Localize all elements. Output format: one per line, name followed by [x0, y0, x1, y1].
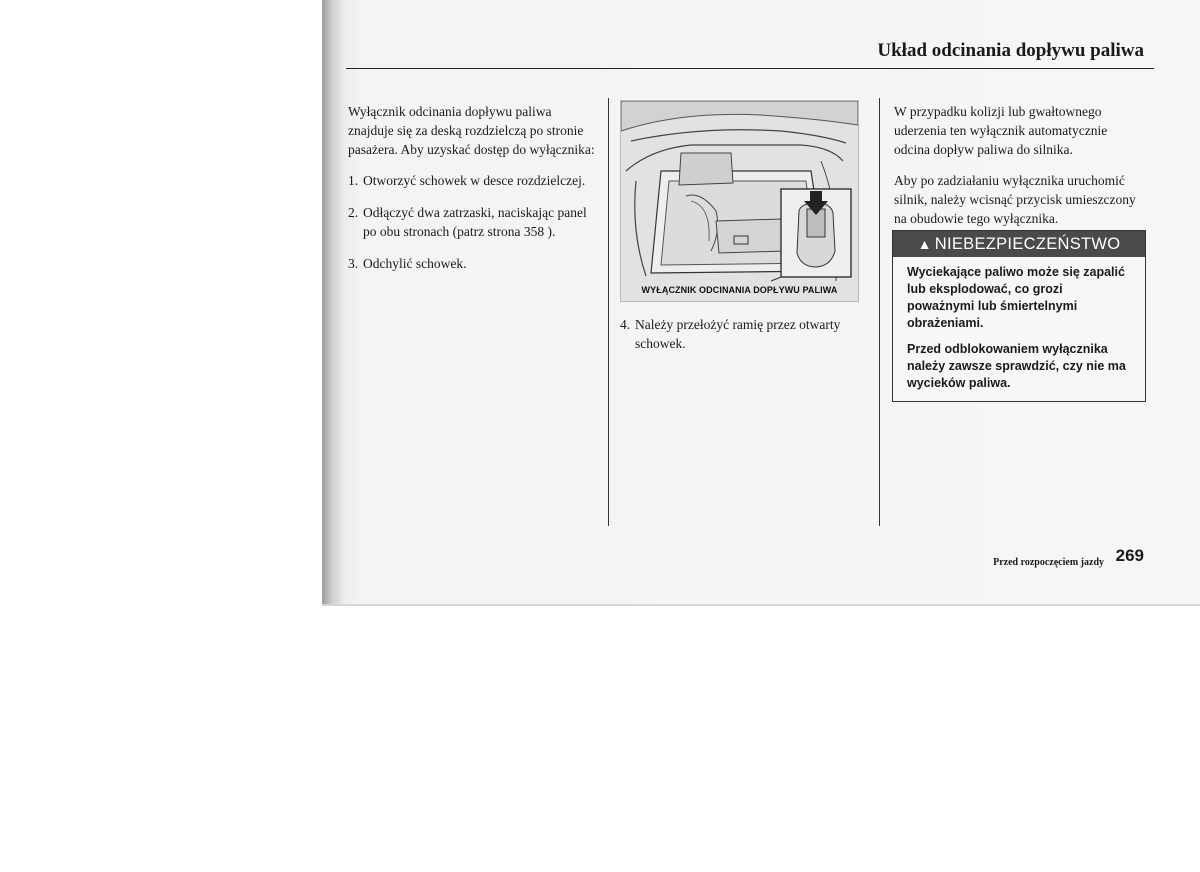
warning-text: Przed odblokowaniem wyłącznika należy zawsze sprawdzić, czy nie ma wycieków paliwa. [907, 342, 1126, 390]
page-number: 269 [1115, 546, 1144, 565]
section-label: Przed rozpoczęciem jazdy [993, 557, 1104, 568]
steps-list [348, 171, 596, 273]
figure-caption: WYŁĄCZNIK ODCINANIA DOPŁYWU PALIWA [641, 285, 838, 295]
glovebox-drawing [621, 101, 858, 301]
step-text: Odłączyć dwa zatrzaski, naciskając panel po obu stronach (patrz strona 358 ). [363, 205, 587, 239]
steps-list [620, 315, 860, 353]
left-column [348, 102, 596, 286]
step-item [348, 203, 596, 241]
title-rule [346, 68, 1154, 69]
middle-column [620, 315, 860, 353]
step-item [348, 254, 596, 273]
warning-header [893, 231, 1145, 257]
step-number: 2. [348, 205, 359, 220]
right-column [894, 102, 1140, 240]
page-title: Układ odcinania dopływu paliwa [877, 40, 1144, 61]
step-text: Otworzyć schowek w desce rozdzielczej. [363, 173, 586, 188]
warning-triangle-icon: ▲ [917, 236, 932, 252]
step-text: Należy przełożyć ramię przez otwarty schowek. [635, 317, 841, 351]
step-number: 3. [348, 256, 359, 271]
step-number: 4. [620, 317, 631, 332]
step-text: Odchylić schowek. [363, 256, 467, 271]
danger-warning-box [892, 230, 1146, 402]
step-item [348, 171, 596, 190]
manual-page [322, 0, 1200, 606]
column-divider [879, 98, 880, 526]
collision-paragraph: W przypadku kolizji lub gwałtownego uderzenia ten wyłącznik automatycznie odcina dopływ paliwa do silnika. [894, 104, 1108, 157]
fuel-cutoff-switch-illustration [620, 100, 859, 302]
warning-text: Wyciekające paliwo może się zapalić lub eksplodować, co grozi poważnymi lub śmiertelnymi obrażeniami. [907, 265, 1125, 330]
restart-paragraph: Aby po zadziałaniu wyłącznika uruchomić silnik, należy wcisnąć przycisk umieszczony na obudowie tego wyłącznika. [894, 173, 1136, 226]
warning-title: NIEBEZPIECZEŃSTWO [934, 235, 1121, 253]
intro-paragraph: Wyłącznik odcinania dopływu paliwa znajduje się za deską rozdzielczą po stronie pasażera. Aby uzyskać dostęp do wyłącznika: [348, 104, 595, 157]
warning-body [893, 257, 1145, 392]
column-divider [608, 98, 609, 526]
step-number: 1. [348, 173, 359, 188]
step-item [620, 315, 860, 353]
